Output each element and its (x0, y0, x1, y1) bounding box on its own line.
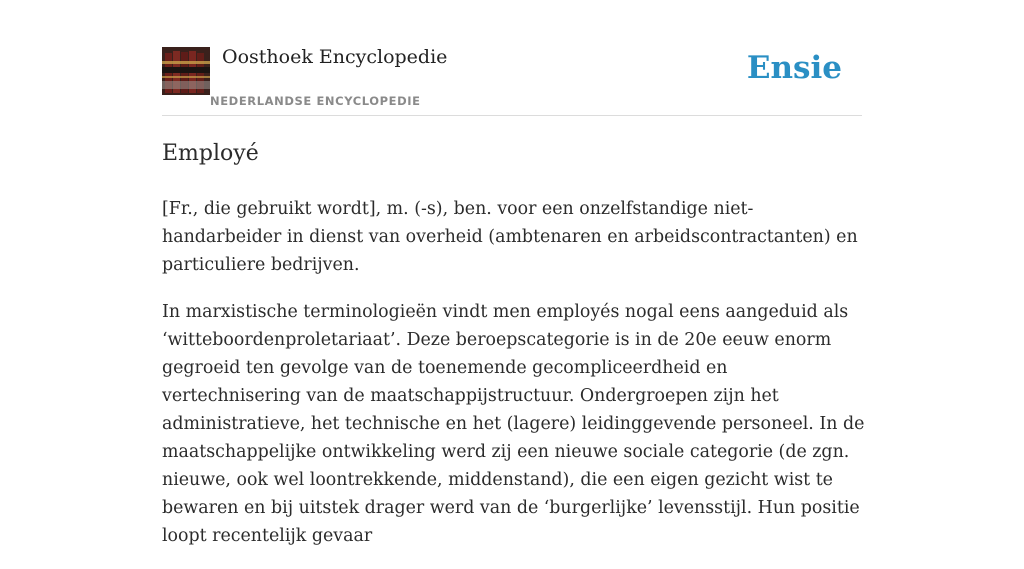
site-header (162, 44, 862, 116)
ensie-logo[interactable]: Ensie (746, 50, 842, 86)
books-icon (162, 47, 210, 95)
article-paragraph: [Fr., die gebruikt wordt], m. (-s), ben. voor een onzelfstandige niet-handarbeider in dienst van overheid (ambtenaren en arbeidscontractanten) en particuliere bedrijven. (162, 199, 858, 275)
article (162, 139, 866, 569)
article-paragraph: In marxistische terminologieën vindt men employés nogal eens aangeduid als ‘witteboordenproletariaat’. Deze beroepscategorie is in de 20e eeuw enorm gegroeid ten gevolge van de toenemende gecompliceerdheid en vertechnisering van de maatschappijstructuur. Ondergroepen zijn het administratieve, het technische en het (lagere) leidinggevende personeel. In de maatschappelijke ontwikkeling werd zij een nieuwe sociale categorie (de zgn. nieuwe, ook wel loontrekkende, middenstand), die een eigen gezicht wist te bewaren en bij uitstek drager werd van de ‘burgerlijke’ levensstijl. Hun positie loopt recentelijk gevaar (162, 302, 865, 546)
site-name[interactable]: Oosthoek Encyclopedie (222, 46, 448, 68)
encyclopedia-books-avatar[interactable] (162, 47, 210, 95)
site-tagline: NEDERLANDSE ENCYCLOPEDIE (210, 94, 421, 108)
article-title: Employé (162, 141, 259, 166)
